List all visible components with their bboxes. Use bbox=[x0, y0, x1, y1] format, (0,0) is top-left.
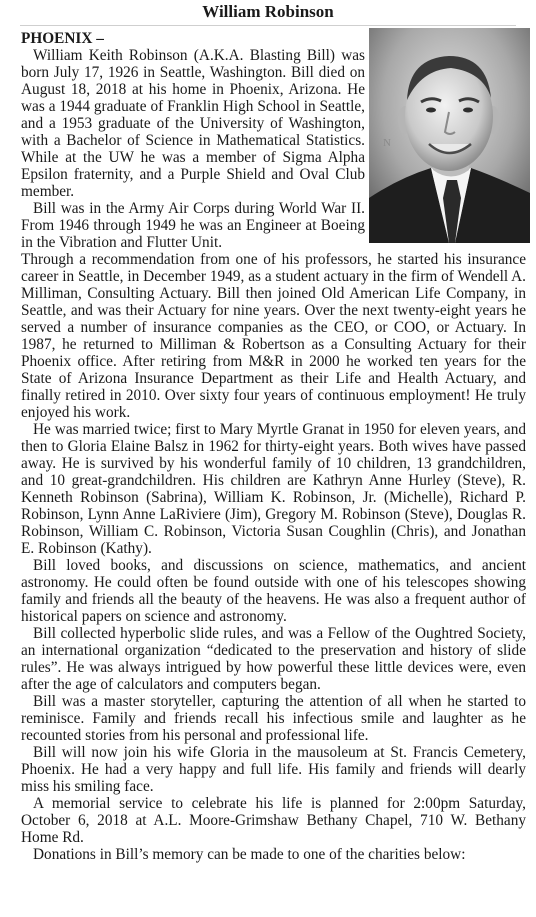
paragraph: He was married twice; first to Mary Myrtle Granat in 1950 for eleven years, and then to Gloria Elaine Balsz in 1962 for thirty-eight years. Both wives have passed away. He is survived by his wonderful family of 10 children, 13 grandchildren, and 10 great-grandchildren. His children are Kathryn Anne Hurley (Steve), R. Kenneth Robinson (Sabrina), William K. Robinson, Jr. (Michelle), Richard P. Robinson, Lynn Anne LaRiviere (Jim), Gregory M. Robinson (Steve), Douglas R. Robinson, William C. Robinson, Victoria Susan Coughlin (Chris), and Jonathan E. Robinson (Kathy). bbox=[21, 421, 526, 557]
paragraph: Bill was in the Army Air Corps during World War II. From 1946 through 1949 he was an Engineer at Boeing in the Vibration and Flutter Unit. bbox=[21, 200, 365, 251]
dateline: PHOENIX – bbox=[21, 30, 104, 47]
paragraph: William Keith Robinson (A.K.A. Blasting Bill) was born July 17, 1926 in Seattle, Washington. Bill died on August 18, 2018 at his home in Phoenix, Arizona. He was a 1944 graduate of Franklin High School in Seattle, and a 1953 graduate of the University of Washington, with a Bachelor of Science in Mathematical Statistics. While at the UW he was a member of Sigma Alpha Epsilon fraternity, and a Purple Shield and Oval Club member. bbox=[21, 47, 365, 200]
paragraph: Bill loved books, and discussions on science, mathematics, and ancient astronomy. He could often be found outside with one of his telescopes showing family and friends all the beauty of the heavens. He was also a frequent author of historical papers on science and astronomy. bbox=[21, 557, 526, 625]
paragraph: Bill was a master storyteller, capturing the attention of all when he started to reminisce. Family and friends recall his infectious smile and laughter as he recounted stories from his personal and professional life. bbox=[21, 693, 526, 744]
obituary-body bbox=[21, 251, 526, 863]
obituary-title: William Robinson bbox=[202, 2, 334, 21]
paragraph: Donations in Bill’s memory can be made to one of the charities below: bbox=[33, 846, 466, 863]
paragraph: A memorial service to celebrate his life is planned for 2:00pm Saturday, October 6, 2018 at A.L. Moore-Grimshaw Bethany Chapel, 710 W. Bethany Home Rd. bbox=[21, 795, 526, 846]
paragraph: Bill will now join his wife Gloria in the mausoleum at St. Francis Cemetery, Phoenix. He had a very happy and full life. His family and friends will dearly miss his smiling face. bbox=[21, 744, 526, 795]
portrait-photo bbox=[369, 28, 530, 243]
paragraph: Through a recommendation from one of his professors, he started his insurance career in Seattle, in December 1949, as a student actuary in the firm of Wendell A. Milliman, Consulting Actuary. Bill then joined Old American Life Company, in Seattle, and was their Actuary for nine years. Over the next twenty-eight years he served a number of insurance companies as the CEO, or COO, or Actuary. In 1987, he returned to Milliman & Robertson as a Consulting Actuary for their Phoenix office. After retiring from M&R in 2000 he worked ten years for the State of Arizona Insurance Department as their Life and Health Actuary, and finally retired in 2010. Over sixty four years of continuous employment! He truly enjoyed his work. bbox=[21, 251, 526, 421]
paragraph: Bill collected hyperbolic slide rules, and was a Fellow of the Oughtred Society, an international organization “dedicated to the preservation and history of slide rules”. He was always intrigued by how powerful these little devices were, even after the age of calculators and computers began. bbox=[21, 625, 526, 693]
obituary-column-top bbox=[21, 30, 365, 251]
title-divider bbox=[20, 25, 516, 26]
svg-text:N: N bbox=[383, 137, 391, 149]
